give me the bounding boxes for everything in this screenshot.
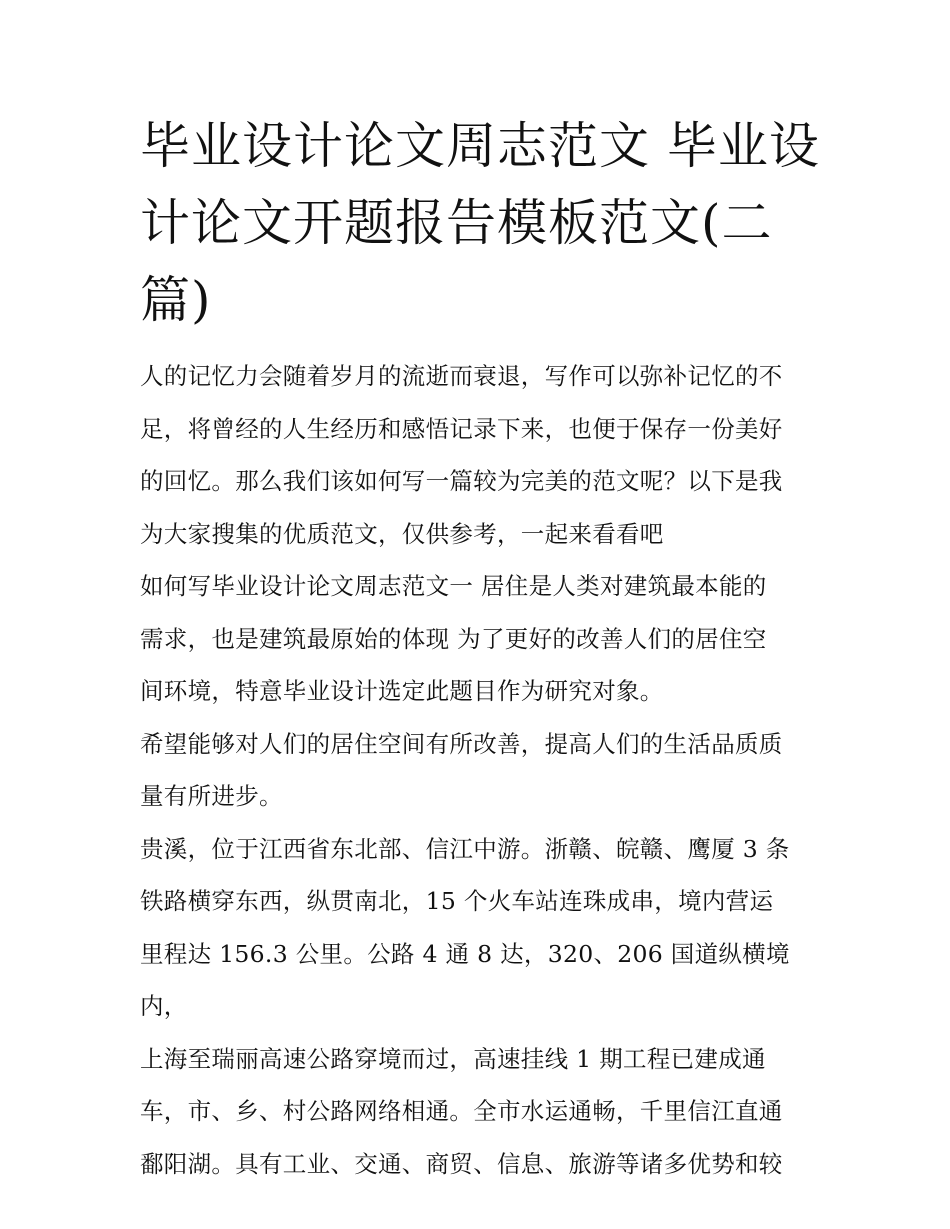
document-title: 毕业设计论文周志范文 毕业设 计论文开题报告模板范文(二 篇) [140,117,820,329]
document-body [140,350,820,1190]
guixi-location-paragraph: 贵溪，位于江西省东北部、信江中游。浙赣、皖赣、鹰厦 3 条 铁路横穿东西，纵贯南北，15 个火车站连珠成串，境内营运 里程达 156.3 公里。公路 4 通 8 达，320、206 国道纵横境内， 上海至瑞丽高速公路穿境而过，高速挂线 1 期工程已建成通 车，市、乡、村公路网络相通。全市水运通畅，千里信江直通 鄱阳湖。具有工业、交通、商贸、信息、旅游等诸多优势和较 [140,834,790,1178]
essay-one-opening-paragraph: 如何写毕业设计论文周志范文一 居住是人类对建筑最本能的 需求，也是建筑最原始的体现 为了更好的改善人们的居住空 间环境，特意毕业设计选定此题目作为研究对象。 [140,572,767,705]
intro-paragraph: 人的记忆力会随着岁月的流逝而衰退，写作可以弥补记忆的不 足，将曾经的人生经历和感悟记录下来，也便于保存一份美好 的回忆。那么我们该如何写一篇较为完美的范文呢？以下是我 为大家搜集的优质范文，仅供参考，一起来看看吧 [140,362,783,548]
hope-paragraph: 希望能够对人们的居住空间有所改善，提高人们的生活品质质 量有所进步。 [140,729,783,810]
